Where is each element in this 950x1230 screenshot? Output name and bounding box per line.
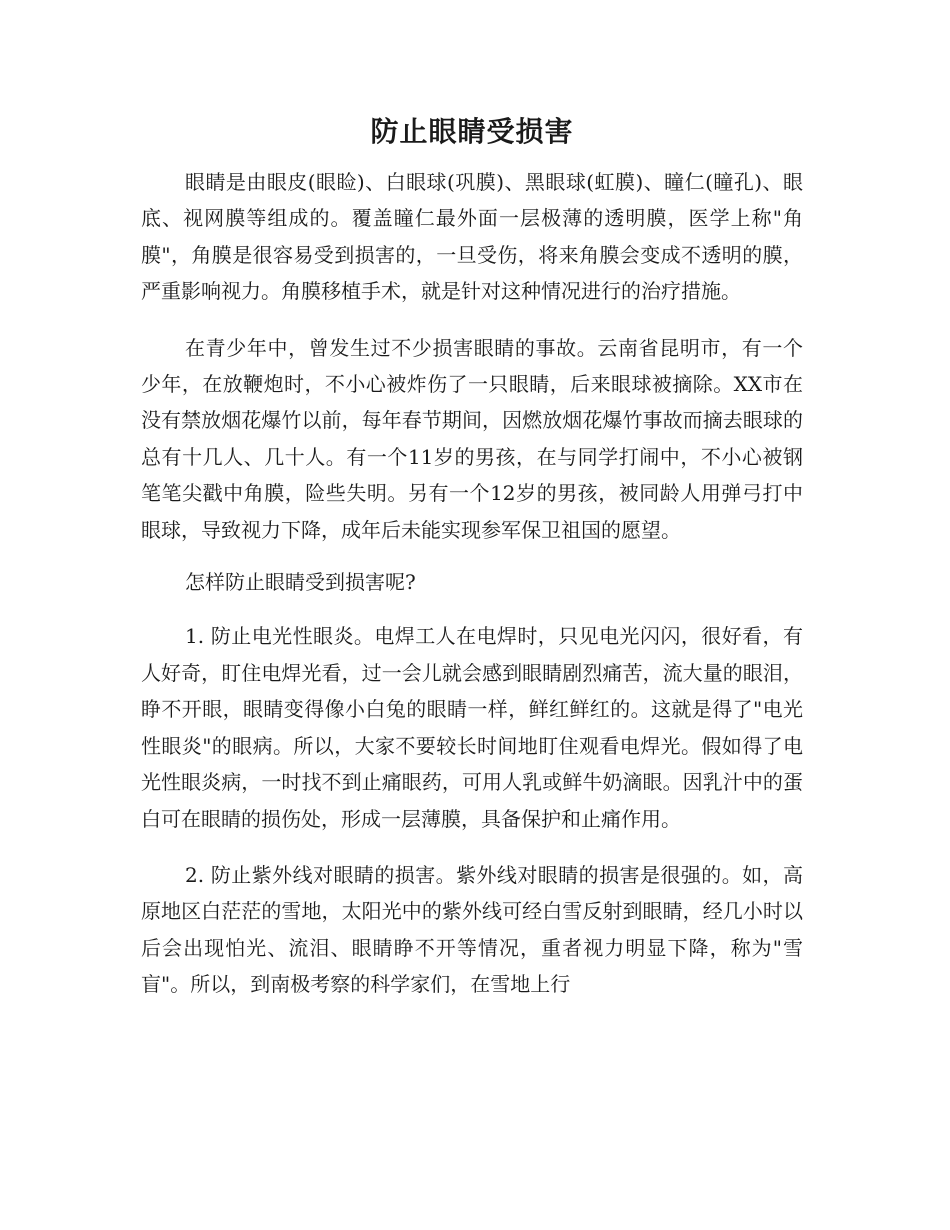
document-body xyxy=(141,110,803,1003)
paragraph-question: 怎样防止眼睛受到损害呢? xyxy=(185,570,416,595)
paragraph-accidents: 在青少年中，曾发生过不少损害眼睛的事故。云南省昆明市，有一个少年，在放鞭炮时，不小心被炸伤了一只眼睛，后来眼球被摘除。XX市在没有禁放烟花爆竹以前，每年春节期间，因燃放烟花爆竹事故而摘去眼球的总有十几人、几十人。有一个11岁的男孩，在与同学打闹中，不小心被钢笔笔尖戳中角膜，险些失明。另有一个12岁的男孩，被同龄人用弹弓打中眼球，导致视力下降，成年后未能实现参军保卫祖国的愿望。 xyxy=(141,335,803,542)
paragraph-electric-ophthalmia: 1. 防止电光性眼炎。电焊工人在电焊时，只见电光闪闪，很好看，有人好奇，盯住电焊光看，过一会儿就会感到眼睛剧烈痛苦，流大量的眼泪，睁不开眼，眼睛变得像小白兔的眼睛一样，鲜红鲜红的。这就是得了"电光性眼炎"的眼病。所以，大家不要较长时间地盯住观看电焊光。假如得了电光性眼炎病，一时找不到止痛眼药，可用人乳或鲜牛奶滴眼。因乳汁中的蛋白可在眼睛的损伤处，形成一层薄膜，具备保护和止痛作用。 xyxy=(141,624,803,831)
document-title: 防止眼睛受损害 xyxy=(370,115,574,148)
paragraph-ultraviolet: 2. 防止紫外线对眼睛的损害。紫外线对眼睛的损害是很强的。如，高原地区白茫茫的雪地，太阳光中的紫外线可经白雪反射到眼睛，经几小时以后会出现怕光、流泪、眼睛睁不开等情况，重者视力明显下降，称为"雪盲"。所以，到南极考察的科学家们，在雪地上行 xyxy=(141,862,803,997)
paragraph-eye-structure: 眼睛是由眼皮(眼睑)、白眼球(巩膜)、黑眼球(虹膜)、瞳仁(瞳孔)、眼底、视网膜等组成的。覆盖瞳仁最外面一层极薄的透明膜，医学上称"角膜"，角膜是很容易受到损害的，一旦受伤，将来角膜会变成不透明的膜，严重影响视力。角膜移植手术，就是针对这种情况进行的治疗措施。 xyxy=(141,170,803,304)
